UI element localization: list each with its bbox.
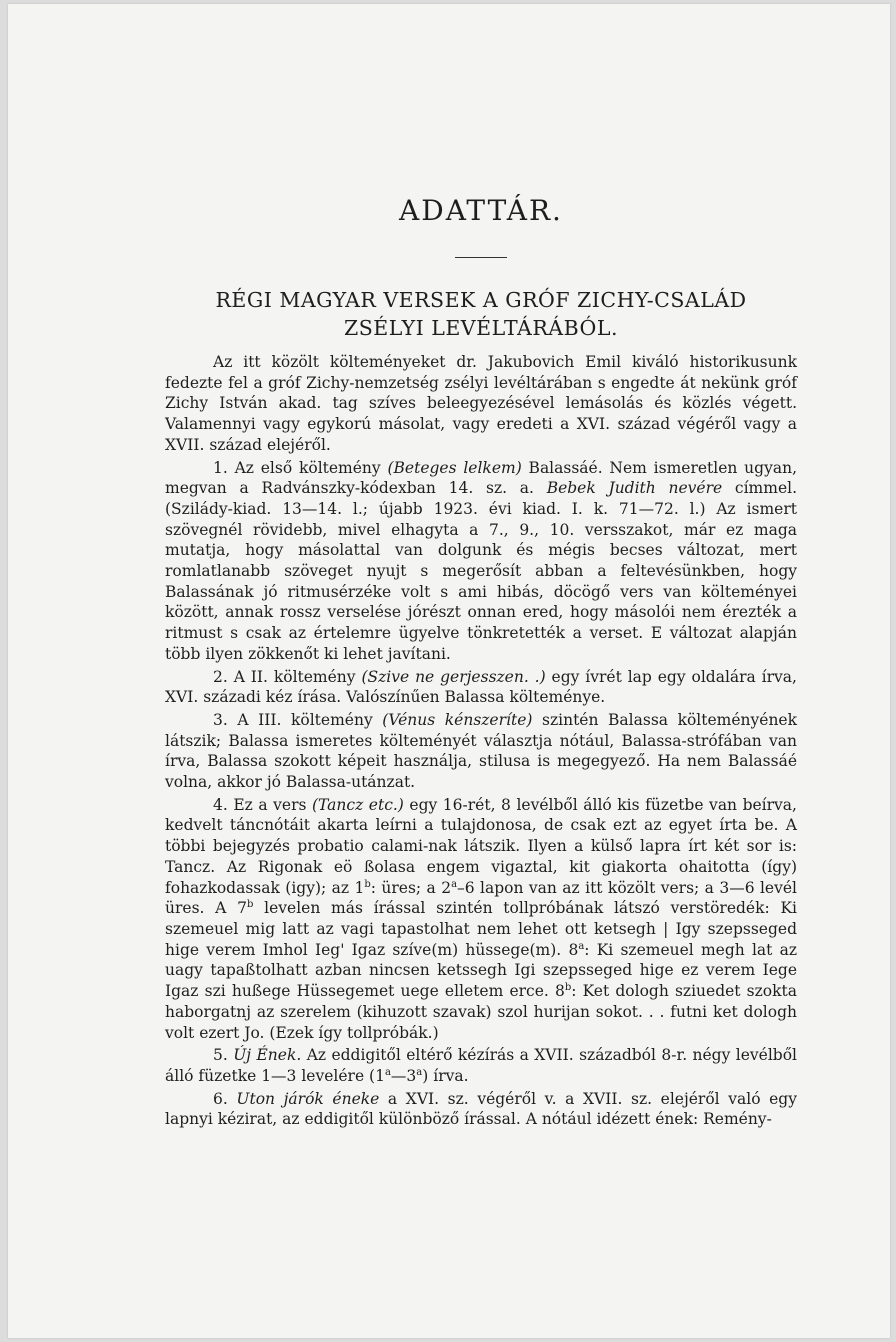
p4-sup-5: b	[564, 981, 572, 993]
p1-text-b: Balassáé. Nem ismeretlen ugyan, megvan a Radvánszky-kódexban 14. sz. a.	[165, 458, 797, 498]
article-title	[165, 286, 797, 342]
p4-text-a: 4. Ez a vers	[213, 795, 312, 814]
p1-text-c: címmel. (Szilády-kiad. 13—14. l.; újabb 1923. évi kiad. I. k. 71—72. l.) Az ismert szövegnél rövidebb, mivel elhagyta a 7., 9., 10. versszakot, már ez maga mutatja, hogy másolattal van dolgunk és mégis becses változat, mert romlatlanabb szöveget nyujt s megerősít abban a feltevésünkben, hogy Balassának jó ritmusérzéke volt s ami hibás, döcögő vers van költeményei között, annak rossz verselése jórészt onnan ered, hogy másolói nem érezték a ritmust s csak az értelemre ügyelve tönkretették a verset. E változat alapján több ilyen zökkenőt ki lehet javítani.	[165, 479, 797, 663]
p1-title-italic: (Beteges lelkem)	[387, 458, 522, 477]
title-divider	[455, 257, 507, 258]
p6-title-italic: Uton járók éneke	[236, 1089, 380, 1108]
document-page	[8, 4, 890, 1338]
p3-text-a: 3. A III. költemény	[213, 710, 383, 729]
p4-text-f: : Ki szemeuel megh lat az uagy tapaßtolhatt azban nincsen ketssegh Igi szepsseged hige ez verem Iege Igaz szi hußege Hüssegemet uege elletem erce. 8	[165, 940, 798, 1001]
paragraph-4	[165, 795, 797, 1043]
p3-title-italic: (Vénus kénszeríte)	[382, 710, 533, 729]
p2-title-italic: (Szive ne gerjesszen. .)	[361, 667, 546, 686]
paragraph-2	[165, 667, 797, 708]
p4-sup-2: a	[451, 878, 458, 890]
p4-title-italic: (Tancz etc.)	[312, 795, 404, 814]
p5-text-b: Az eddigitől eltérő kézírás a XVII. századból 8-r. négy levélből álló füzetke 1—3 levelére (1	[165, 1046, 797, 1085]
p4-text-g: : Ket dologh sziuedet szokta haborgatnj az szerelem (kihuzott szavak) szol hurijan sokot. . . futni ket dologh volt ezert Jo. (Ezek így tollpróbák.)	[165, 982, 797, 1042]
p4-text-e: levelen más írással szintén tollpróbának látszó verstöredék: Ki szemeuel mig latt az vagi tapastolhat nem lehet ott ketsegh | Igy szepsseged hige verem Imhol Ieg' Igaz szíve(m) hüssege(m). 8	[165, 899, 797, 959]
paragraph-intro: Az itt közölt költeményeket dr. Jakubovich Emil kiváló historikusunk fedezte fel a gróf Zichy-nemzetség zsélyi levéltárában s engedte át nekünk gróf Zichy István akad. tag szíves beleegyezésével lemásolás és közlés végett. Valamennyi vagy egykorú másolat, vagy eredeti a XVI. század végéről vagy a XVII. század elejéről.	[165, 353, 797, 454]
p4-sup-1: b	[364, 878, 371, 890]
p4-sup-3: b	[246, 899, 254, 911]
p2-text-a: 2. A II. költemény	[213, 667, 362, 686]
p5-text-c: —3	[390, 1066, 417, 1085]
p3-text-b: szintén Balassa költeményének látszik; Balassa ismeretes költeményét választja nótául, Balassa-strófában van írva, Balassa szokott képeit használja, stilusa is megegyező. Ha nem Balassáé volna, akkor jó Balassa-utánzat.	[165, 710, 798, 792]
paragraph-6	[165, 1089, 797, 1130]
p4-text-d: –6 lapon van az itt közölt vers; a 3—6 levél üres. A 7	[165, 878, 797, 918]
p5-sup-1: a	[384, 1066, 391, 1078]
p5-sup-2: a	[416, 1066, 423, 1078]
p5-title-italic: Új Ének.	[233, 1046, 302, 1065]
page-content	[165, 194, 797, 1132]
article-title-line2: ZSÉLYI LEVÉLTÁRÁBÓL.	[344, 316, 618, 340]
p1-cite-italic: Bebek Judith nevére	[546, 479, 723, 498]
p6-text-b: a XVI. sz. végéről v. a XVII. sz. elejéről való egy lapnyi kézirat, az eddigitől különböző írással. A nótául idézett ének: Remény-	[165, 1089, 797, 1129]
p5-text-d: ) írva.	[422, 1066, 469, 1085]
paragraph-3	[165, 710, 797, 793]
paragraph-1	[165, 458, 797, 665]
p2-text-b: egy ívrét lap egy oldalára írva, XVI. századi kéz írása. Valószínűen Balassa költeménye.	[165, 667, 797, 707]
p1-text-a: 1. Az első költemény	[213, 458, 388, 477]
p6-text-a: 6.	[213, 1089, 237, 1108]
article-title-line1: RÉGI MAGYAR VERSEK A GRÓF ZICHY-CSALÁD	[215, 288, 747, 312]
p4-sup-4: a	[578, 940, 585, 952]
paragraph-5	[165, 1045, 797, 1086]
section-title: ADATTÁR.	[399, 194, 563, 227]
p4-text-c: : üres; a 2	[370, 878, 452, 897]
p5-text-a: 5.	[213, 1046, 234, 1065]
p4-text-b: egy 16-rét, 8 levélből álló kis füzetbe van beírva, kedvelt táncnótáit akarta leírni a tulajdonosa, de csak ezt az egyet írta be. A többi bejegyzés probatio calami-nak látszik. Ilyen a külső lapra írt két sor is: Tancz. Az Rigonak eö ßolasa engem vigaztal, kit giakorta ohaitotta (így) fohazkodassak (igy); az 1	[165, 795, 797, 897]
